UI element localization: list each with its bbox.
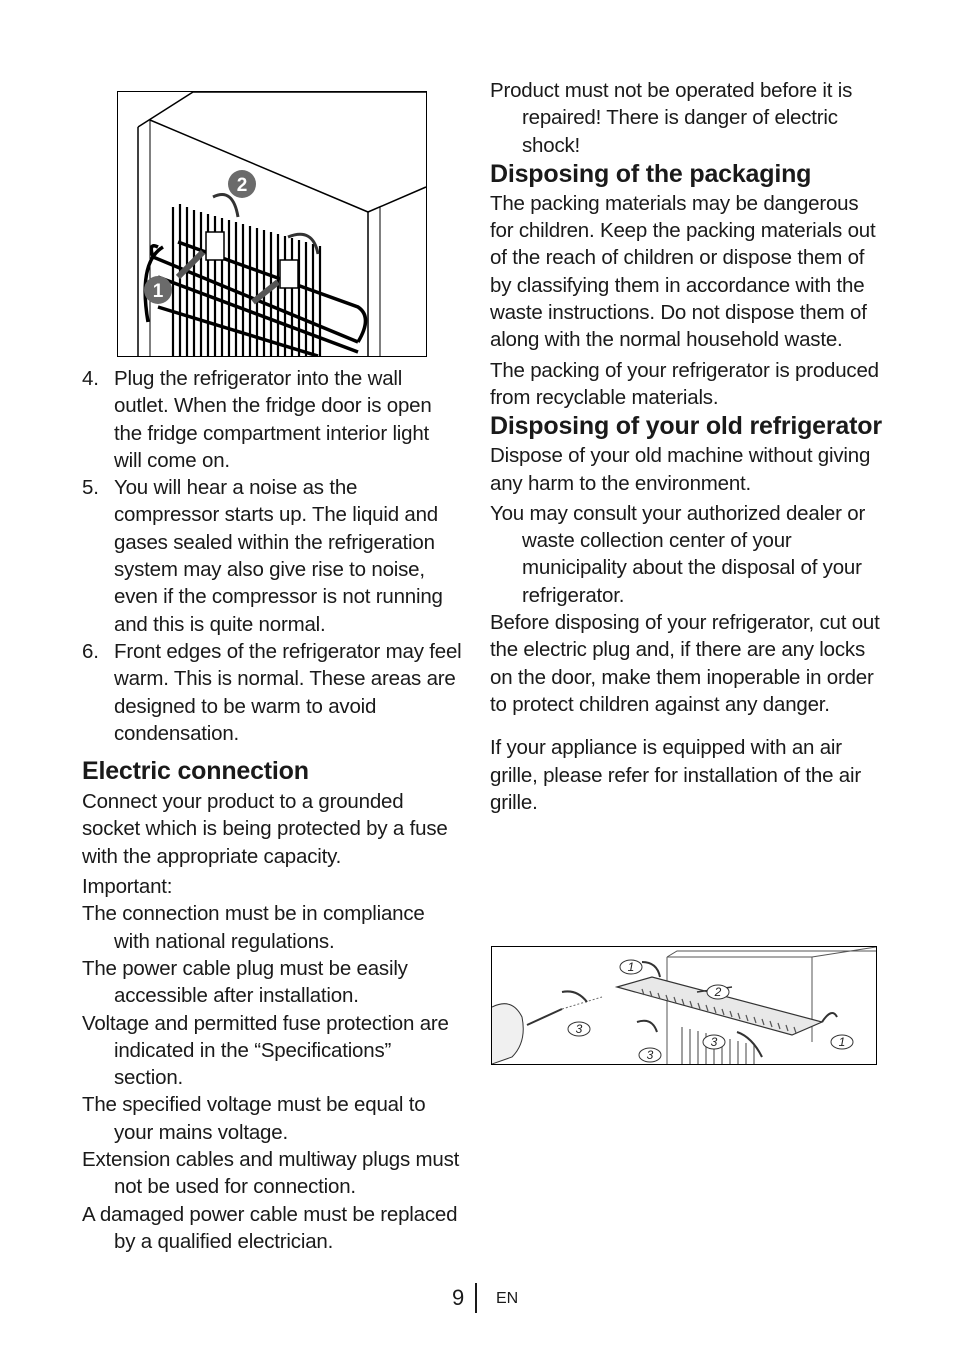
refrigerator-back-illustration bbox=[118, 92, 426, 356]
grille-label: 2 bbox=[714, 985, 722, 999]
note-item: Voltage and permitted fuse protection are indicated in the “Specifications” section. bbox=[82, 1011, 449, 1090]
old-paragraph-2: You may consult your authorized dealer or waste collection center of your municipality about the disposal of your refrigerator. bbox=[490, 501, 866, 607]
note-item: The connection must be in compliance with national regulations. bbox=[82, 902, 425, 953]
callout-1: 1 bbox=[152, 281, 164, 302]
old-paragraph-3: Before disposing of your refrigerator, cut out the electric plug and, if there are any locks on the door, make them inoperable in order to protect children against any danger. bbox=[490, 611, 880, 716]
right-column bbox=[490, 77, 885, 816]
important-label: Important: bbox=[82, 875, 173, 899]
packaging-paragraph-2: The packing of your refrigerator is produced from recyclable materials. bbox=[490, 358, 879, 409]
note-item: The specified voltage must be equal to your mains voltage. bbox=[82, 1093, 426, 1144]
old-refrigerator-heading: Disposing of your old refrigerator bbox=[490, 412, 882, 441]
electric-connection-heading: Electric connection bbox=[82, 757, 309, 786]
list-item: 4. Plug the refrigerator into the wall outlet. When the fridge door is open the fridge compartment interior light will come on. bbox=[82, 367, 432, 472]
electric-intro: Connect your product to a grounded socket which is being protected by a fuse with the appropriate capacity. bbox=[82, 790, 448, 868]
footer-divider bbox=[475, 1283, 477, 1313]
callout-2: 2 bbox=[236, 175, 248, 196]
language-code: EN bbox=[496, 1290, 519, 1307]
old-paragraph-1: Dispose of your old machine without giving any harm to the environment. bbox=[490, 444, 871, 495]
grille-label: 1 bbox=[838, 1035, 846, 1049]
note-item: Extension cables and multiway plugs must not be used for connection. bbox=[82, 1148, 460, 1199]
page-number: 9 bbox=[452, 1285, 465, 1310]
figure-refrigerator-back bbox=[117, 91, 427, 357]
grille-label: 3 bbox=[710, 1035, 718, 1049]
air-grille-illustration bbox=[492, 947, 876, 1064]
list-item: 6. Front edges of the refrigerator may feel warm. This is normal. These areas are designed to be warm to avoid condensation. bbox=[82, 639, 462, 745]
steps-list bbox=[82, 365, 462, 747]
grille-label: 3 bbox=[646, 1048, 654, 1062]
left-column bbox=[82, 365, 462, 1255]
note-item: The power cable plug must be easily accessible after installation. bbox=[82, 956, 408, 1008]
grille-label: 3 bbox=[575, 1022, 583, 1036]
grille-label: 1 bbox=[627, 960, 635, 974]
note-item: A damaged power cable must be replaced by a qualified electrician. bbox=[82, 1202, 458, 1253]
packaging-paragraph-1: The packing materials may be dangerous for children. Keep the packing materials out of the reach of children or dispose them of by classifying them in accordance with the waste instructions. Do not dispose them of along with the normal household waste. bbox=[490, 191, 876, 352]
packaging-heading: Disposing of the packaging bbox=[490, 159, 812, 188]
list-item: 5. You will hear a noise as the compressor starts up. The liquid and gases sealed within the refrigeration system may also give rise to noise, even if the compressor is not running and this is quite normal. bbox=[82, 476, 443, 636]
grille-paragraph: If your appliance is equipped with an air grille, please refer for installation of the air grille. bbox=[490, 736, 861, 814]
figure-air-grille bbox=[491, 946, 877, 1065]
warning-text: Product must not be operated before it is repaired! There is danger of electric shock! bbox=[490, 79, 853, 157]
